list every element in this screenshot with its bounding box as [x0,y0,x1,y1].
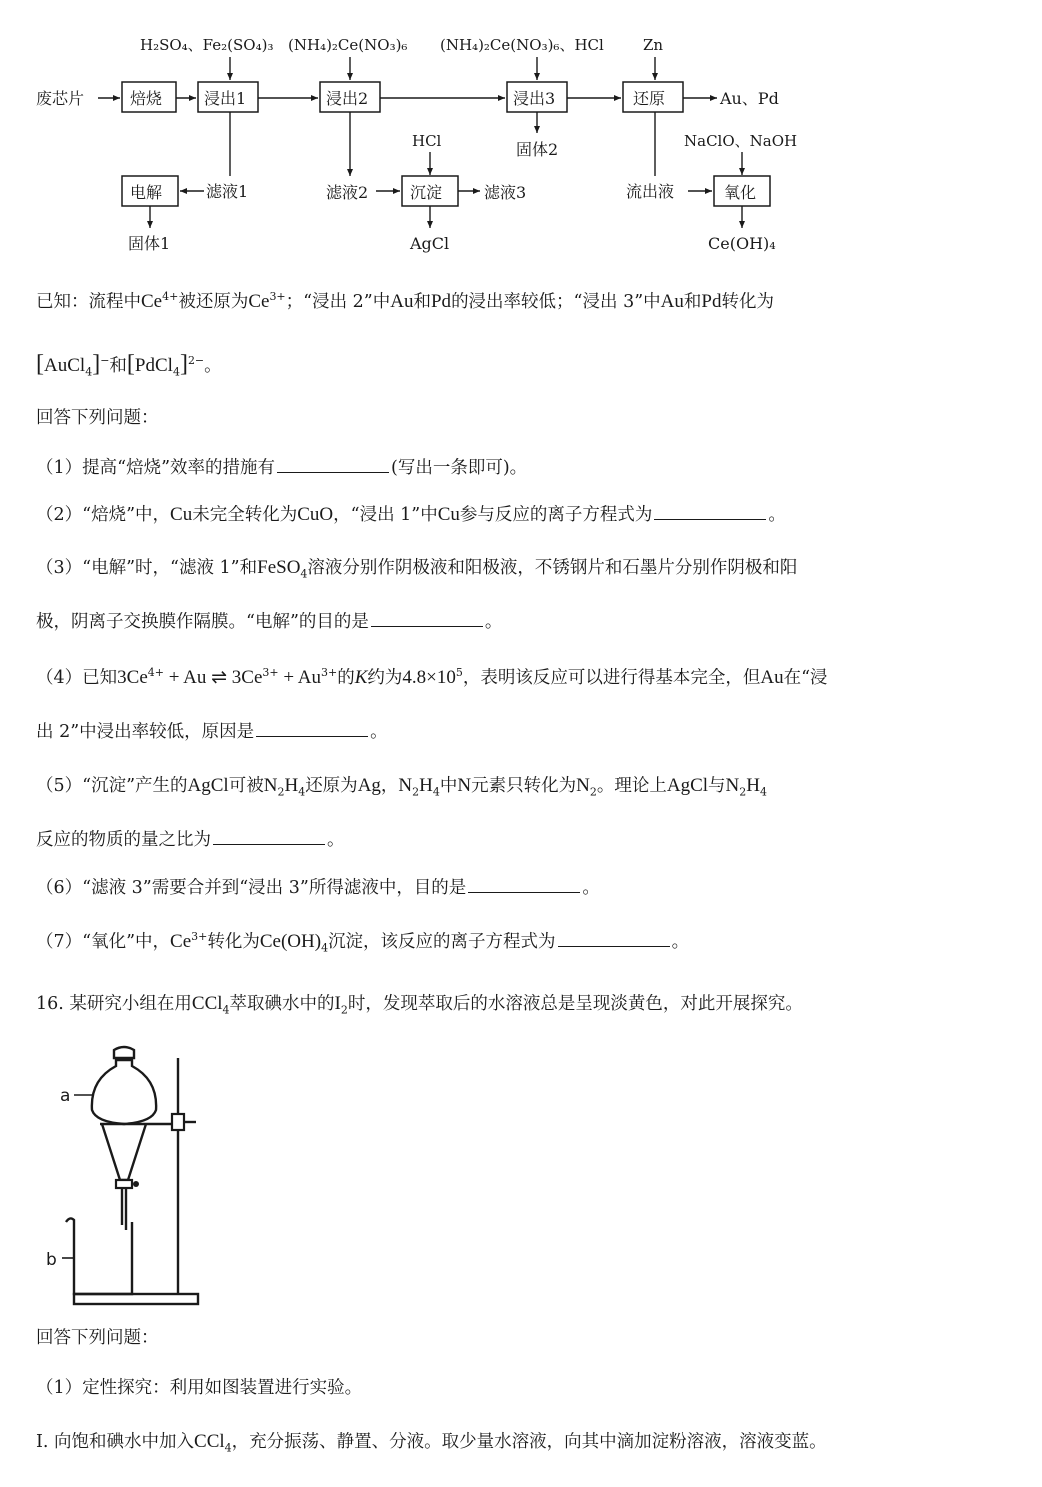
product-ceoh4: Ce(OH)₄ [708,234,776,253]
product-solid1: 固体1 [128,234,171,253]
stopper [114,1047,134,1058]
box-leach1-label: 浸出1 [204,89,247,108]
question-2: （2）“焙烧”中，Cu未完全转化为CuO，“浸出 1”中Cu参与反应的离子方程式为 。 [36,504,786,525]
stopcock[interactable] [116,1180,132,1188]
box-leach2-label: 浸出2 [326,89,369,108]
question-5-line-1: （5）“沉淀”产生的AgCl可被$N_2H_4$还原为Ag，$N_2H_4$中N元素只转化为$N_2$。理论上AgCl与$N_2H_4$ [36,775,768,799]
box-precipitate-label: 沉淀 [410,183,443,202]
box-electrolysis-label: 电解 [130,183,163,202]
funnel-cone [102,1124,146,1180]
answer-blank-2[interactable] [654,505,766,520]
product-filtrate2: 滤液2 [326,183,369,202]
product-solid2: 固体2 [516,140,559,159]
question-5-line-2: 反应的物质的量之比为 。 [36,830,345,850]
reagent-naclo-naoh: NaClO、NaOH [684,132,798,150]
answer-blank-6[interactable] [468,878,580,893]
process-flowchart [0,0,1042,270]
box-oxidize-label: 氧化 [724,183,757,202]
product-effluent: 流出液 [626,182,675,201]
answer-blank-4[interactable] [256,722,368,737]
beaker [66,1218,132,1294]
answer-header-2: 回答下列问题： [36,1328,159,1348]
question-4-line-2: 出 2”中浸出率较低，原因是 。 [36,722,388,742]
clamp-holder [172,1114,184,1130]
reagent-h2so4-fe2so43: H₂SO₄、Fe₂(SO₄)₃ [140,36,274,54]
answer-blank-1[interactable] [277,458,389,473]
question-4-line-1: （4）已知$3Ce^{4+} + Au$ ⇌ $3Ce^{3+} + Au^{3+}$的K约为$4.8\times 10^5$，表明该反应可以进行得基本完全，但Au在“浸 [36,666,828,688]
reagent-hcl: HCl [412,132,442,150]
reagent-zn: Zn [643,36,664,54]
problem-16-intro: 16. 某研究小组在用CCl$_4$萃取碘水中的$I_2$时，发现萃取后的水溶液总是呈现淡黄色，对此开展探究。 [36,993,803,1017]
product-filtrate3: 滤液3 [484,183,527,202]
reagent-ammonium-ceric-nitrate-hcl: (NH₄)₂Ce(NO₃)₆、HCl [440,36,604,54]
label-a: a [60,1086,71,1106]
answer-blank-3[interactable] [371,612,483,627]
subquestion-1-step-i: I. 向饱和碘水中加入CCl$_4$，充分振荡、静置、分液。取少量水溶液，向其中滴加淀粉溶液，溶液变蓝。 [36,1431,827,1455]
known-line-2: [AuCl$_4$]−和[PdCl$_4$]$^{2-}$。 [36,351,222,379]
question-7: （7）“氧化”中，$Ce^{3+}$转化为$Ce(OH)_4$沉淀，该反应的离子方程式为 。 [36,930,690,955]
subquestion-1: （1）定性探究：利用如图装置进行实验。 [36,1378,363,1398]
question-1: （1）提高“焙烧”效率的措施有 (写出一条即可)。 [36,458,528,478]
label-b: b [46,1250,57,1270]
box-leach3-label: 浸出3 [513,89,556,108]
separatory-funnel [92,1060,156,1124]
input-waste-chip: 废芯片 [36,89,85,108]
box-reduce-label: 还原 [633,89,666,108]
product-agcl: AgCl [410,234,450,253]
known-line-1: 已知：流程中$Ce^{4+}$被还原为$Ce^{3+}$；“浸出 2”中Au和Pd的浸出率较低；“浸出 3”中Au和Pd转化为 [36,290,774,312]
separatory-funnel-apparatus [40,1040,220,1315]
answer-blank-5[interactable] [213,830,325,845]
product-au-pd: Au、Pd [720,89,779,108]
reagent-ammonium-ceric-nitrate: (NH₄)₂Ce(NO₃)₆ [288,36,408,54]
product-filtrate1: 滤液1 [206,182,249,201]
answer-header: 回答下列问题： [36,408,159,428]
question-6: （6）“滤液 3”需要合并到“浸出 3”所得滤液中，目的是 。 [36,878,600,898]
box-roast-label: 焙烧 [130,89,163,108]
question-3-line-2: 极，阴离子交换膜作隔膜。“电解”的目的是 。 [36,612,503,632]
stand-base [74,1294,198,1304]
answer-blank-7[interactable] [558,932,670,947]
question-3-line-1: （3）“电解”时，“滤液 1”和FeSO$_4$溶液分别作阴极液和阳极液，不锈钢片和石墨片分别作阴极和阳 [36,557,798,581]
